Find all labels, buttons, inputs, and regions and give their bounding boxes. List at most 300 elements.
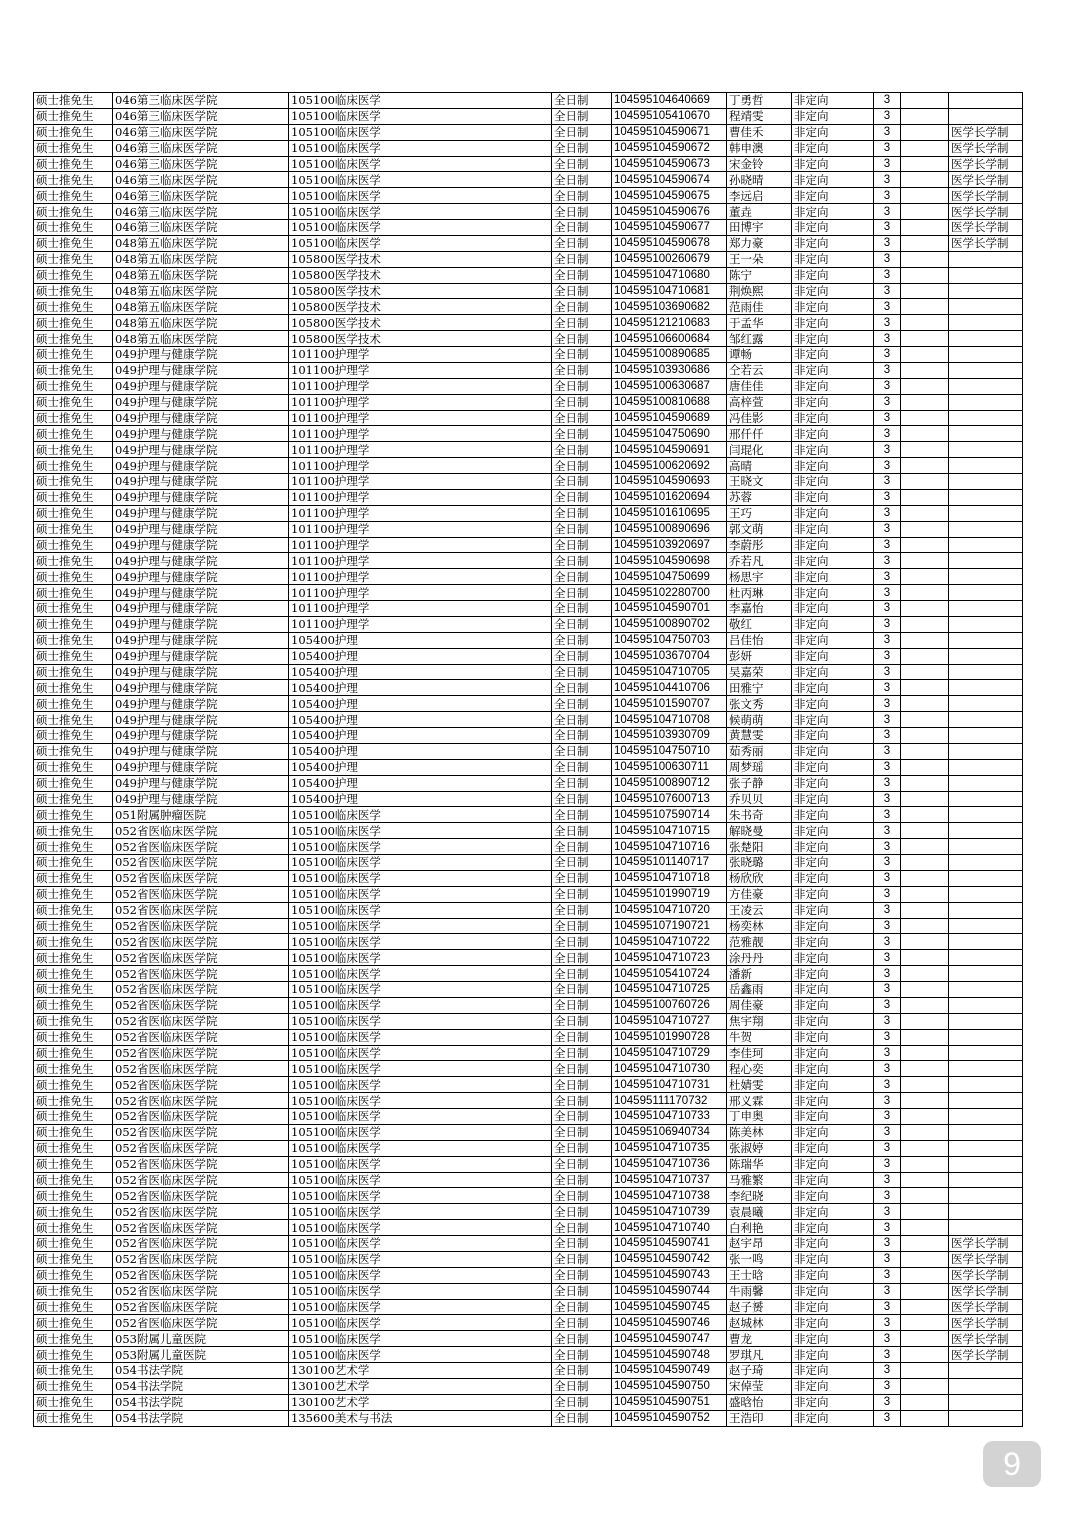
- remark-cell: [901, 616, 949, 632]
- student-type-cell: 硕士推免生: [34, 775, 113, 791]
- major-cell: 105100临床医学: [289, 1236, 552, 1252]
- study-mode-cell: 全日制: [552, 442, 612, 458]
- study-mode-cell: 全日制: [552, 902, 612, 918]
- duration-cell: 3: [874, 1045, 901, 1061]
- orientation-cell: 非定向: [792, 759, 874, 775]
- student-type-cell: 硕士推免生: [34, 902, 113, 918]
- duration-cell: 3: [874, 902, 901, 918]
- table-row: [34, 1236, 1023, 1252]
- major-cell: 105100临床医学: [289, 1331, 552, 1347]
- duration-cell: 3: [874, 172, 901, 188]
- major-cell: 105400护理: [289, 712, 552, 728]
- orientation-cell: 非定向: [792, 696, 874, 712]
- orientation-cell: 非定向: [792, 1156, 874, 1172]
- program-note-cell: [949, 537, 1023, 553]
- remark-cell: [901, 1378, 949, 1394]
- orientation-cell: 非定向: [792, 1124, 874, 1140]
- study-mode-cell: 全日制: [552, 474, 612, 490]
- exam-id-cell: 104595100620692: [612, 458, 727, 474]
- duration-cell: 3: [874, 299, 901, 315]
- college-cell: 049护理与健康学院: [113, 347, 289, 363]
- duration-cell: 3: [874, 966, 901, 982]
- study-mode-cell: 全日制: [552, 1220, 612, 1236]
- program-note-cell: 医学长学制: [949, 172, 1023, 188]
- student-type-cell: 硕士推免生: [34, 204, 113, 220]
- college-cell: 048第五临床医学院: [113, 267, 289, 283]
- remark-cell: [901, 934, 949, 950]
- student-name-cell: 罗琪凡: [727, 1347, 792, 1363]
- program-note-cell: 医学长学制: [949, 124, 1023, 140]
- major-cell: 105100临床医学: [289, 1029, 552, 1045]
- major-cell: 105100临床医学: [289, 1156, 552, 1172]
- student-name-cell: 潘新: [727, 966, 792, 982]
- study-mode-cell: 全日制: [552, 1061, 612, 1077]
- student-name-cell: 范雨佳: [727, 299, 792, 315]
- orientation-cell: 非定向: [792, 474, 874, 490]
- orientation-cell: 非定向: [792, 140, 874, 156]
- exam-id-cell: 104595107600713: [612, 791, 727, 807]
- student-type-cell: 硕士推免生: [34, 1299, 113, 1315]
- program-note-cell: [949, 458, 1023, 474]
- program-note-cell: [949, 934, 1023, 950]
- program-note-cell: [949, 299, 1023, 315]
- exam-id-cell: 104595104710731: [612, 1077, 727, 1093]
- orientation-cell: 非定向: [792, 188, 874, 204]
- student-type-cell: 硕士推免生: [34, 1378, 113, 1394]
- college-cell: 052省医临床医学院: [113, 1013, 289, 1029]
- student-type-cell: 硕士推免生: [34, 648, 113, 664]
- orientation-cell: 非定向: [792, 743, 874, 759]
- remark-cell: [901, 807, 949, 823]
- duration-cell: 3: [874, 982, 901, 998]
- exam-id-cell: 104595104590677: [612, 220, 727, 236]
- student-type-cell: 硕士推免生: [34, 283, 113, 299]
- program-note-cell: [949, 1172, 1023, 1188]
- remark-cell: [901, 426, 949, 442]
- student-type-cell: 硕士推免生: [34, 140, 113, 156]
- exam-id-cell: 104595104710727: [612, 1013, 727, 1029]
- duration-cell: 3: [874, 728, 901, 744]
- orientation-cell: 非定向: [792, 918, 874, 934]
- exam-id-cell: 104595103920697: [612, 537, 727, 553]
- duration-cell: 3: [874, 997, 901, 1013]
- student-name-cell: 谭畅: [727, 347, 792, 363]
- student-type-cell: 硕士推免生: [34, 378, 113, 394]
- study-mode-cell: 全日制: [552, 632, 612, 648]
- orientation-cell: 非定向: [792, 362, 874, 378]
- program-note-cell: [949, 1378, 1023, 1394]
- student-name-cell: 黄慧雯: [727, 728, 792, 744]
- study-mode-cell: 全日制: [552, 1251, 612, 1267]
- duration-cell: 3: [874, 362, 901, 378]
- program-note-cell: [949, 1061, 1023, 1077]
- table-row: [34, 521, 1023, 537]
- remark-cell: [901, 1251, 949, 1267]
- orientation-cell: 非定向: [792, 807, 874, 823]
- remark-cell: [901, 1315, 949, 1331]
- program-note-cell: [949, 616, 1023, 632]
- major-cell: 101100护理学: [289, 521, 552, 537]
- orientation-cell: 非定向: [792, 394, 874, 410]
- major-cell: 105100临床医学: [289, 1299, 552, 1315]
- table-row: [34, 712, 1023, 728]
- orientation-cell: 非定向: [792, 1188, 874, 1204]
- exam-id-cell: 104595104410706: [612, 680, 727, 696]
- remark-cell: [901, 537, 949, 553]
- study-mode-cell: 全日制: [552, 759, 612, 775]
- duration-cell: 3: [874, 1093, 901, 1109]
- program-note-cell: [949, 870, 1023, 886]
- program-note-cell: [949, 251, 1023, 267]
- remark-cell: [901, 664, 949, 680]
- student-name-cell: 丁勇哲: [727, 93, 792, 109]
- orientation-cell: 非定向: [792, 839, 874, 855]
- college-cell: 049护理与健康学院: [113, 394, 289, 410]
- student-type-cell: 硕士推免生: [34, 1347, 113, 1363]
- college-cell: 049护理与健康学院: [113, 632, 289, 648]
- table-row: [34, 378, 1023, 394]
- table-row: [34, 585, 1023, 601]
- student-type-cell: 硕士推免生: [34, 1251, 113, 1267]
- exam-id-cell: 104595104590750: [612, 1378, 727, 1394]
- exam-id-cell: 104595104710729: [612, 1045, 727, 1061]
- exam-id-cell: 104595104590689: [612, 410, 727, 426]
- orientation-cell: 非定向: [792, 1378, 874, 1394]
- program-note-cell: [949, 696, 1023, 712]
- remark-cell: [901, 902, 949, 918]
- student-name-cell: 王士晗: [727, 1267, 792, 1283]
- college-cell: 049护理与健康学院: [113, 601, 289, 617]
- duration-cell: 3: [874, 521, 901, 537]
- table-row: [34, 601, 1023, 617]
- exam-id-cell: 104595104750690: [612, 426, 727, 442]
- student-type-cell: 硕士推免生: [34, 1204, 113, 1220]
- college-cell: 052省医临床医学院: [113, 1045, 289, 1061]
- student-type-cell: 硕士推免生: [34, 982, 113, 998]
- study-mode-cell: 全日制: [552, 283, 612, 299]
- college-cell: 052省医临床医学院: [113, 839, 289, 855]
- duration-cell: 3: [874, 1283, 901, 1299]
- exam-id-cell: 104595104710736: [612, 1156, 727, 1172]
- college-cell: 052省医临床医学院: [113, 1188, 289, 1204]
- program-note-cell: 医学长学制: [949, 188, 1023, 204]
- program-note-cell: [949, 585, 1023, 601]
- student-name-cell: 岳鑫雨: [727, 982, 792, 998]
- study-mode-cell: 全日制: [552, 1029, 612, 1045]
- student-type-cell: 硕士推免生: [34, 918, 113, 934]
- orientation-cell: 非定向: [792, 855, 874, 871]
- remark-cell: [901, 1093, 949, 1109]
- duration-cell: 3: [874, 235, 901, 251]
- student-type-cell: 硕士推免生: [34, 251, 113, 267]
- table-row: [34, 156, 1023, 172]
- duration-cell: 3: [874, 378, 901, 394]
- table-row: [34, 1188, 1023, 1204]
- orientation-cell: 非定向: [792, 267, 874, 283]
- remark-cell: [901, 1188, 949, 1204]
- program-note-cell: [949, 759, 1023, 775]
- major-cell: 105100临床医学: [289, 934, 552, 950]
- orientation-cell: 非定向: [792, 251, 874, 267]
- remark-cell: [901, 267, 949, 283]
- orientation-cell: 非定向: [792, 299, 874, 315]
- exam-id-cell: 104595104710715: [612, 823, 727, 839]
- college-cell: 052省医临床医学院: [113, 870, 289, 886]
- table-row: [34, 1093, 1023, 1109]
- study-mode-cell: 全日制: [552, 93, 612, 109]
- orientation-cell: 非定向: [792, 1109, 874, 1125]
- remark-cell: [901, 331, 949, 347]
- student-type-cell: 硕士推免生: [34, 188, 113, 204]
- student-type-cell: 硕士推免生: [34, 791, 113, 807]
- program-note-cell: [949, 791, 1023, 807]
- college-cell: 049护理与健康学院: [113, 728, 289, 744]
- exam-id-cell: 104595100890685: [612, 347, 727, 363]
- major-cell: 105100临床医学: [289, 1172, 552, 1188]
- table-row: [34, 648, 1023, 664]
- remark-cell: [901, 315, 949, 331]
- table-row: [34, 1363, 1023, 1379]
- table-row: [34, 315, 1023, 331]
- major-cell: 130100艺术学: [289, 1394, 552, 1410]
- duration-cell: 3: [874, 870, 901, 886]
- orientation-cell: 非定向: [792, 1315, 874, 1331]
- college-cell: 052省医临床医学院: [113, 1172, 289, 1188]
- student-type-cell: 硕士推免生: [34, 601, 113, 617]
- remark-cell: [901, 918, 949, 934]
- student-name-cell: 高晴: [727, 458, 792, 474]
- student-type-cell: 硕士推免生: [34, 108, 113, 124]
- major-cell: 105100临床医学: [289, 124, 552, 140]
- orientation-cell: 非定向: [792, 1220, 874, 1236]
- remark-cell: [901, 680, 949, 696]
- program-note-cell: [949, 632, 1023, 648]
- remark-cell: [901, 108, 949, 124]
- college-cell: 053附属儿童医院: [113, 1331, 289, 1347]
- remark-cell: [901, 950, 949, 966]
- table-row: [34, 235, 1023, 251]
- study-mode-cell: 全日制: [552, 1347, 612, 1363]
- duration-cell: 3: [874, 220, 901, 236]
- college-cell: 052省医临床医学院: [113, 1156, 289, 1172]
- student-type-cell: 硕士推免生: [34, 855, 113, 871]
- student-name-cell: 田博宇: [727, 220, 792, 236]
- major-cell: 101100护理学: [289, 553, 552, 569]
- major-cell: 105100临床医学: [289, 1188, 552, 1204]
- remark-cell: [901, 759, 949, 775]
- student-name-cell: 王巧: [727, 505, 792, 521]
- program-note-cell: [949, 1140, 1023, 1156]
- student-name-cell: 陈美林: [727, 1124, 792, 1140]
- student-type-cell: 硕士推免生: [34, 632, 113, 648]
- study-mode-cell: 全日制: [552, 886, 612, 902]
- program-note-cell: 医学长学制: [949, 1315, 1023, 1331]
- table-row: [34, 1029, 1023, 1045]
- study-mode-cell: 全日制: [552, 648, 612, 664]
- college-cell: 049护理与健康学院: [113, 458, 289, 474]
- college-cell: 048第五临床医学院: [113, 235, 289, 251]
- student-type-cell: 硕士推免生: [34, 458, 113, 474]
- orientation-cell: 非定向: [792, 1299, 874, 1315]
- major-cell: 105100临床医学: [289, 1283, 552, 1299]
- student-name-cell: 乔贝贝: [727, 791, 792, 807]
- student-name-cell: 牛贺: [727, 1029, 792, 1045]
- study-mode-cell: 全日制: [552, 664, 612, 680]
- remark-cell: [901, 1331, 949, 1347]
- duration-cell: 3: [874, 347, 901, 363]
- college-cell: 052省医临床医学院: [113, 1061, 289, 1077]
- student-type-cell: 硕士推免生: [34, 1394, 113, 1410]
- duration-cell: 3: [874, 394, 901, 410]
- college-cell: 052省医临床医学院: [113, 855, 289, 871]
- study-mode-cell: 全日制: [552, 712, 612, 728]
- exam-id-cell: 104595101990719: [612, 886, 727, 902]
- duration-cell: 3: [874, 458, 901, 474]
- orientation-cell: 非定向: [792, 283, 874, 299]
- orientation-cell: 非定向: [792, 1410, 874, 1426]
- orientation-cell: 非定向: [792, 966, 874, 982]
- exam-id-cell: 104595100630687: [612, 378, 727, 394]
- program-note-cell: [949, 1204, 1023, 1220]
- orientation-cell: 非定向: [792, 172, 874, 188]
- duration-cell: 3: [874, 839, 901, 855]
- program-note-cell: [949, 93, 1023, 109]
- student-type-cell: 硕士推免生: [34, 664, 113, 680]
- exam-id-cell: 104595104590742: [612, 1251, 727, 1267]
- duration-cell: 3: [874, 331, 901, 347]
- exam-id-cell: 104595104710738: [612, 1188, 727, 1204]
- student-name-cell: 曹龙: [727, 1331, 792, 1347]
- duration-cell: 3: [874, 759, 901, 775]
- student-name-cell: 荆焕熙: [727, 283, 792, 299]
- remark-cell: [901, 188, 949, 204]
- major-cell: 105100临床医学: [289, 902, 552, 918]
- program-note-cell: 医学长学制: [949, 1267, 1023, 1283]
- table-row: [34, 220, 1023, 236]
- remark-cell: [901, 442, 949, 458]
- exam-id-cell: 104595104710681: [612, 283, 727, 299]
- major-cell: 105100临床医学: [289, 886, 552, 902]
- study-mode-cell: 全日制: [552, 172, 612, 188]
- exam-id-cell: 104595104590743: [612, 1267, 727, 1283]
- student-name-cell: 周梦瑶: [727, 759, 792, 775]
- program-note-cell: [949, 886, 1023, 902]
- duration-cell: 3: [874, 1347, 901, 1363]
- duration-cell: 3: [874, 1410, 901, 1426]
- student-type-cell: 硕士推免生: [34, 315, 113, 331]
- table-row: [34, 807, 1023, 823]
- remark-cell: [901, 569, 949, 585]
- remark-cell: [901, 632, 949, 648]
- exam-id-cell: 104595104640669: [612, 93, 727, 109]
- college-cell: 052省医临床医学院: [113, 823, 289, 839]
- study-mode-cell: 全日制: [552, 204, 612, 220]
- college-cell: 052省医临床医学院: [113, 1299, 289, 1315]
- remark-cell: [901, 1156, 949, 1172]
- remark-cell: [901, 1045, 949, 1061]
- table-row: [34, 1331, 1023, 1347]
- program-note-cell: [949, 648, 1023, 664]
- table-row: [34, 283, 1023, 299]
- remark-cell: [901, 140, 949, 156]
- remark-cell: [901, 299, 949, 315]
- major-cell: 105100临床医学: [289, 807, 552, 823]
- duration-cell: 3: [874, 585, 901, 601]
- orientation-cell: 非定向: [792, 712, 874, 728]
- study-mode-cell: 全日制: [552, 616, 612, 632]
- orientation-cell: 非定向: [792, 1394, 874, 1410]
- remark-cell: [901, 283, 949, 299]
- college-cell: 049护理与健康学院: [113, 537, 289, 553]
- study-mode-cell: 全日制: [552, 156, 612, 172]
- remark-cell: [901, 204, 949, 220]
- table-row: [34, 108, 1023, 124]
- table-row: [34, 347, 1023, 363]
- table-row: [34, 1061, 1023, 1077]
- major-cell: 101100护理学: [289, 537, 552, 553]
- duration-cell: 3: [874, 950, 901, 966]
- major-cell: 101100护理学: [289, 505, 552, 521]
- program-note-cell: [949, 839, 1023, 855]
- orientation-cell: 非定向: [792, 823, 874, 839]
- orientation-cell: 非定向: [792, 108, 874, 124]
- student-name-cell: 张子静: [727, 775, 792, 791]
- program-note-cell: [949, 997, 1023, 1013]
- major-cell: 105100临床医学: [289, 235, 552, 251]
- major-cell: 101100护理学: [289, 394, 552, 410]
- student-type-cell: 硕士推免生: [34, 299, 113, 315]
- exam-id-cell: 104595104710735: [612, 1140, 727, 1156]
- remark-cell: [901, 791, 949, 807]
- orientation-cell: 非定向: [792, 1077, 874, 1093]
- college-cell: 052省医临床医学院: [113, 1236, 289, 1252]
- student-type-cell: 硕士推免生: [34, 1236, 113, 1252]
- study-mode-cell: 全日制: [552, 124, 612, 140]
- major-cell: 105100临床医学: [289, 220, 552, 236]
- student-name-cell: 方佳豪: [727, 886, 792, 902]
- duration-cell: 3: [874, 188, 901, 204]
- major-cell: 105100临床医学: [289, 1140, 552, 1156]
- student-type-cell: 硕士推免生: [34, 839, 113, 855]
- college-cell: 052省医临床医学院: [113, 1251, 289, 1267]
- duration-cell: 3: [874, 1140, 901, 1156]
- remark-cell: [901, 172, 949, 188]
- orientation-cell: 非定向: [792, 124, 874, 140]
- table-row: [34, 823, 1023, 839]
- exam-id-cell: 104595107190721: [612, 918, 727, 934]
- exam-id-cell: 104595104710725: [612, 982, 727, 998]
- exam-id-cell: 104595104590672: [612, 140, 727, 156]
- study-mode-cell: 全日制: [552, 553, 612, 569]
- duration-cell: 3: [874, 426, 901, 442]
- remark-cell: [901, 235, 949, 251]
- program-note-cell: [949, 1093, 1023, 1109]
- orientation-cell: 非定向: [792, 220, 874, 236]
- program-note-cell: [949, 108, 1023, 124]
- duration-cell: 3: [874, 886, 901, 902]
- duration-cell: 3: [874, 1029, 901, 1045]
- duration-cell: 3: [874, 569, 901, 585]
- college-cell: 052省医临床医学院: [113, 1077, 289, 1093]
- duration-cell: 3: [874, 680, 901, 696]
- orientation-cell: 非定向: [792, 728, 874, 744]
- exam-id-cell: 104595100890702: [612, 616, 727, 632]
- study-mode-cell: 全日制: [552, 235, 612, 251]
- student-name-cell: 邢仟仟: [727, 426, 792, 442]
- program-note-cell: [949, 505, 1023, 521]
- remark-cell: [901, 489, 949, 505]
- table-row: [34, 1315, 1023, 1331]
